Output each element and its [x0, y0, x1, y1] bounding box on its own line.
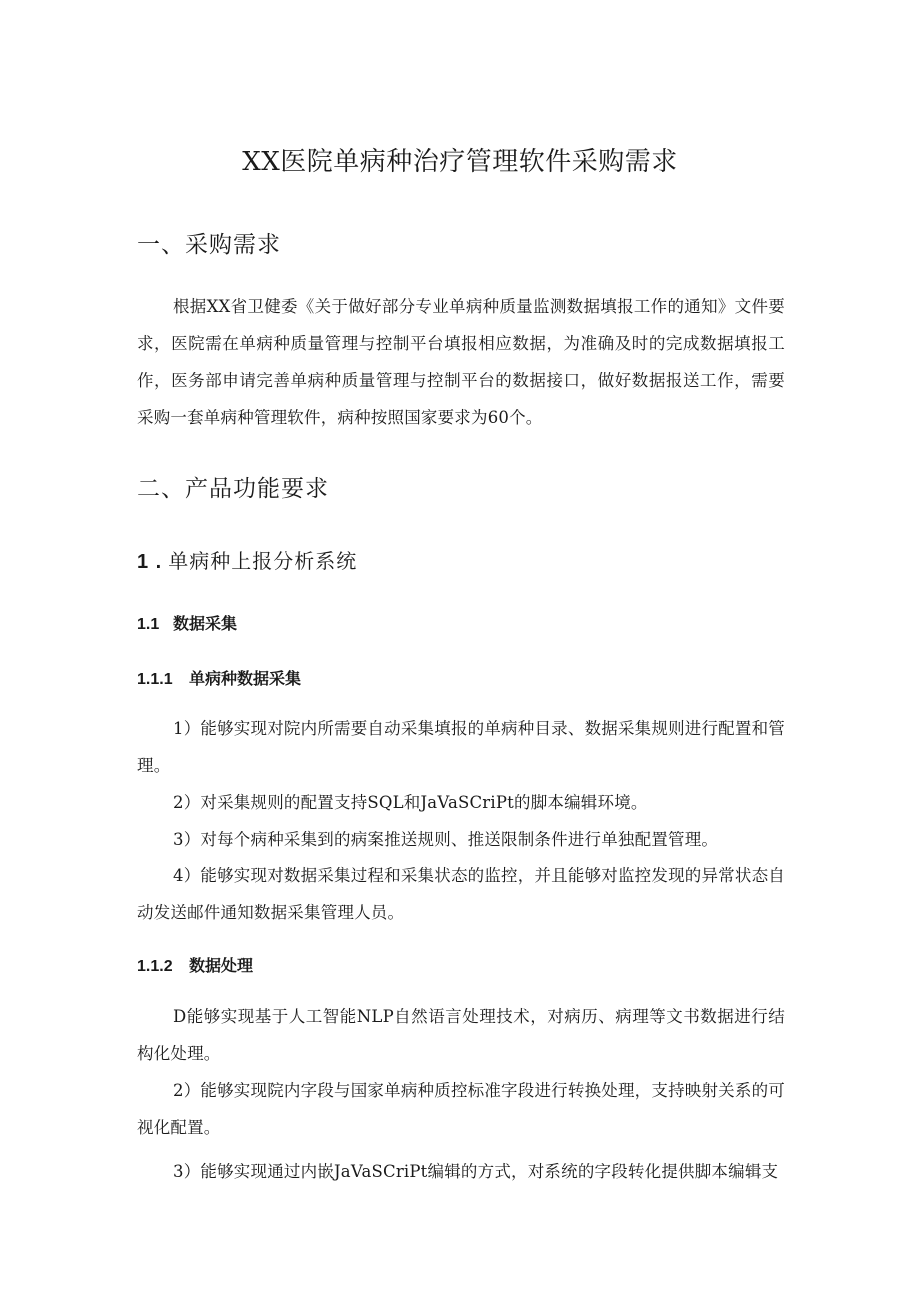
subsection-title: 数据处理 [189, 958, 254, 975]
subsection-heading-1-1-2 [137, 953, 253, 976]
list-item: D能够实现基于人工智能NLP自然语言处理技术，对病历、病理等文书数据进行结构化处理。 [137, 1007, 785, 1063]
subsection-heading-1-1 [137, 611, 237, 634]
section-heading-product-requirements: 二、产品功能要求 [137, 476, 329, 502]
subsection-heading-1 [137, 545, 357, 574]
subsection-number: 1.1 [137, 616, 160, 633]
list-item: 2）对采集规则的配置支持SQL和JaVaSCriPt的脚本编辑环境。 [173, 793, 648, 812]
section-heading-procurement: 一、采购需求 [137, 232, 281, 258]
list-item: 3）对每个病种采集到的病案推送规则、推送限制条件进行单独配置管理。 [173, 830, 719, 849]
document-title: XX医院单病种治疗管理软件采购需求 [242, 147, 678, 177]
subsection-number: 1 . [137, 551, 163, 573]
subsection-number: 1.1.1 [137, 671, 173, 688]
subsection-title: 单病种上报分析系统 [168, 549, 358, 573]
subsection-number: 1.1.2 [137, 958, 173, 975]
subsection-title: 数据采集 [173, 616, 238, 633]
procurement-paragraph: 根据XX省卫健委《关于做好部分专业单病种质量监测数据填报工作的通知》文件要求，医院需在单病种质量管理与控制平台填报相应数据，为准确及时的完成数据填报工作，医务部申请完善单病种质量管理与控制平台的数据接口，做好数据报送工作，需要采购一套单病种管理软件，病种按照国家要求为60个。 [137, 297, 785, 427]
list-item: 1）能够实现对院内所需要自动采集填报的单病种目录、数据采集规则进行配置和管理。 [137, 719, 785, 775]
list-item: 2）能够实现院内字段与国家单病种质控标准字段进行转换处理，支持映射关系的可视化配置。 [137, 1081, 785, 1137]
subsection-heading-1-1-1 [137, 666, 301, 689]
subsection-title: 单病种数据采集 [189, 671, 302, 688]
list-item: 3）能够实现通过内嵌JaVaSCriPt编辑的方式，对系统的字段转化提供脚本编辑支 [173, 1162, 779, 1181]
list-item: 4）能够实现对数据采集过程和采集状态的监控，并且能够对监控发现的异常状态自动发送邮件通知数据采集管理人员。 [137, 866, 785, 922]
